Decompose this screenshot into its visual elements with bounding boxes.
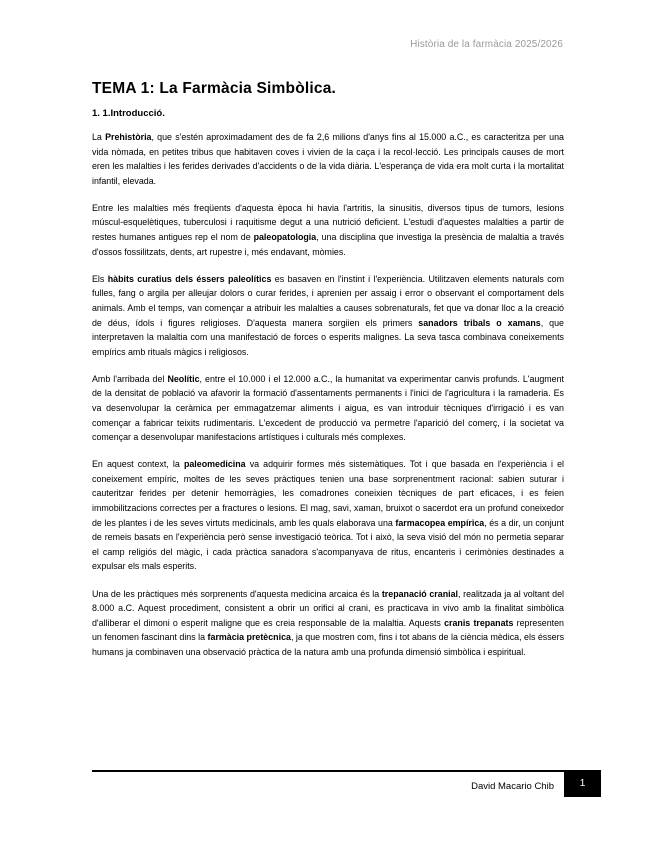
text-run: Una de les pràctiques més sorprenents d'aquesta medicina arcaica és la <box>92 588 382 599</box>
footer-divider <box>92 770 564 772</box>
body-text <box>92 130 564 672</box>
text-run: Els <box>92 273 108 284</box>
paragraph <box>92 272 564 360</box>
bold-term: Neolític <box>167 373 200 384</box>
paragraph <box>92 201 564 259</box>
paragraph <box>92 372 564 445</box>
text-run: Amb l'arribada del <box>92 373 168 384</box>
text-run: , una disciplina que investiga la presència de malaltia a través d'ossos fossilitzats, dents, art rupestre i, més endavant, mòmies. <box>92 232 564 257</box>
paragraph <box>92 587 564 660</box>
paragraph <box>92 457 564 574</box>
bold-term: paleopatologia <box>253 232 317 243</box>
bold-term: Prehistòria <box>105 132 152 142</box>
bold-term: hàbits curatius dels éssers paleolítics <box>107 273 272 284</box>
bold-term: cranis trepanats <box>444 617 514 628</box>
section-heading: 1. 1.Introducció. <box>92 108 165 119</box>
text-run: , que s'estén aproximadament des de fa 2,6 milions d'anys fins al 15.000 a.C., es caracteritza per una vida nòmada, en petites tribus que habitaven coves i vivien de la caça i la recol·lecció. Les principals causes de mort eren les malalties i les ferides derivades d'accidents o de la vida diària. L'esperança de vida era molt curta i la mortalitat infantil, elevada. <box>92 132 564 186</box>
bold-term: sanadors tribals o xamans <box>418 317 541 328</box>
page-number: 1 <box>564 770 601 797</box>
footer-author: David Macario Chib <box>471 781 554 792</box>
text-run: va adquirir formes més sistemàtiques. Tot i que basada en l'experiència i el coneixement empíric, moltes de les seves pràctiques tenien una base sorprenentment racional: sabien suturar i cauteritzar ferides per detenir hemorràgies, les comadrones coneixien tècniques de part eficaces, i es feien immobilitzacions correctes per a fractures o lesions. El mag, savi, xaman, bruixot o sacerdot era un profund coneixedor de les plantes i de les seves virtuts medicinals, amb les quals elaborava una <box>92 459 564 528</box>
running-header: Història de la farmàcia 2025/2026 <box>410 39 563 50</box>
text-run: representen un fenomen fascinant dins la <box>92 617 564 643</box>
text-run: La <box>92 132 106 142</box>
paragraph <box>92 130 564 188</box>
page-title: TEMA 1: La Farmàcia Simbòlica. <box>92 80 337 97</box>
text-run: , realitzada ja al voltant del 8.000 a.C. Aquest procediment, consistent a obrir un orifici al crani, es practicava in vivo amb la finalitat simbòlica d'alliberar el dimoni o esperit maligne que es creia responsable de la malaltia. Aquests <box>92 588 564 628</box>
bold-term: paleomedicina <box>183 459 246 470</box>
text-run: En aquest context, la <box>92 459 184 470</box>
text-run: , és a dir, un conjunt de remeis basats en l'experiència però sense investigació teòrica. Tot i això, la seva visió del món no permetia separar el camp religiós del màgic, i cada pràctica sanadora s'acompanyava de ritus, encanteris i cerimònies destinades a expulsar els mals esperits. <box>92 517 565 572</box>
text-run: , que interpretaven la malaltia com una manifestació de forces o esperits malignes. La seva tasca combinava coneixements empírics amb rituals màgics i religiosos. <box>92 317 564 357</box>
bold-term: farmacopea empírica <box>395 517 485 528</box>
bold-term: farmàcia pretècnica <box>207 632 291 643</box>
bold-term: trepanació cranial <box>381 588 458 599</box>
text-run: , ja que mostren com, fins i tot abans de la ciència mèdica, els éssers humans ja combinaven una observació pràctica de la natura amb una profunda dimensió simbòlica i espiritual. <box>92 632 565 657</box>
text-run: es basaven en l'instint i l'experiència. Utilitzaven elements naturals com fulles, fang o argila per alleujar dolors o curar ferides, i aprenien per assaig i error o observant el comportament dels animals. Amb el temps, van començar a atribuir les malalties a causes sobrenaturals, fet que va donar lloc a la creació de déus, ídols i figures religioses. D'aquesta manera sorgiien els primers <box>92 273 565 328</box>
text-run: , entre el 10.000 i el 12.000 a.C., la humanitat va experimentar canvis profunds. L'augment de la densitat de població va afavorir la formació d'assentaments permanents i l'inici de l'agricultura i la ramaderia. Es va desenvolupar la ceràmica per emmagatzemar aliments i aigua, es van introduir tècniques d'irrigació i es van començar a fabricar teixits rudimentaris. L'excedent de producció va permetre l'aparició del comerç, i la societat va començar a desenvolupar manifestacions artístiques i culturals més complexes. <box>92 373 564 443</box>
text-run: Entre les malalties més freqüents d'aquesta època hi havia l'artritis, la sinusitis, diversos tipus de tumors, lesions múscul-esquelètiques, tuberculosi i raquitisme degut a una nutrició deficient. L'estudi d'aquestes malalties a partir de restes humanes antigues rep el nom de <box>92 202 564 243</box>
